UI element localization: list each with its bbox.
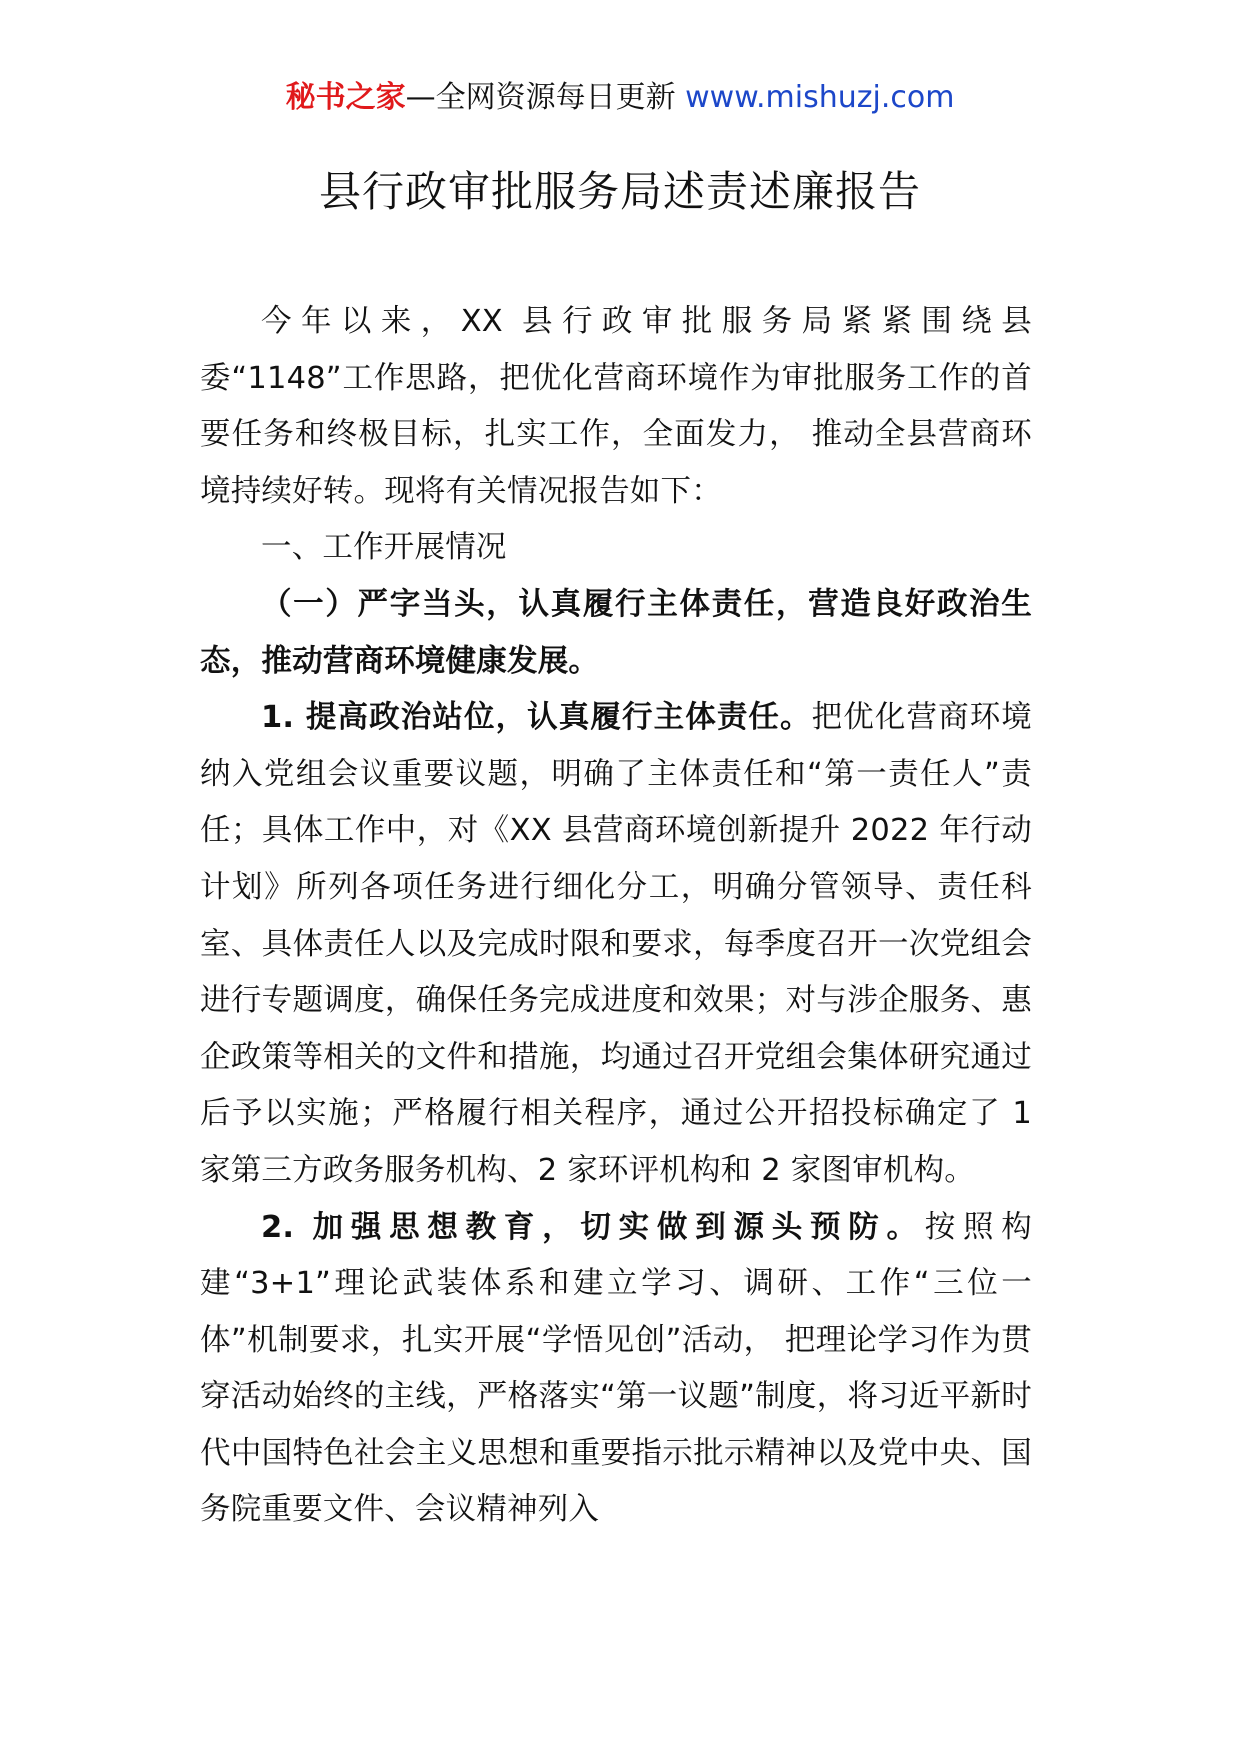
site-brand: 秘书之家: [285, 80, 406, 115]
item-2-text: 按照构建“3+1”理论武装体系和建立学习、调研、工作“三位一体”机制要求，扎实开展“学悟见创”活动， 把理论学习作为贯穿活动始终的主线，严格落实“第一议题”制度，将习近平新时代中国特色社会主义思想和重要指示批示精神以及党中央、国务院重要文件、会议精神列入: [200, 1209, 1032, 1528]
site-header-banner: [0, 76, 1240, 120]
item-2-paragraph: [200, 1200, 1032, 1540]
site-url-link[interactable]: www.mishuzj.com: [685, 80, 955, 115]
section-heading: 一、工作开展情况: [261, 530, 507, 566]
site-tagline: —全网资源每日更新: [405, 80, 676, 115]
item-1-paragraph: [200, 690, 1032, 1199]
item-2-lead: 2. 加强思想教育，切实做到源头预防。: [261, 1209, 925, 1245]
item-1-text: 把优化营商环境纳入党组会议重要议题，明确了主体责任和“第一责任人”责任；具体工作中，对《XX 县营商环境创新提升 2022 年行动计划》所列各项任务进行细化分工，明确分管领导、责任科室、具体责任人以及完成时限和要求，每季度召开一次党组会进行专题调度，确保任务完成进度和效果；对与涉企服务、惠企政策等相关的文件和措施，均通过召开党组会集体研究通过后予以实施；严格履行相关程序，通过公开招投标确定了 1 家第三方政务服务机构、2 家环评机构和 2 家图审机构。: [200, 700, 1032, 1188]
document-title: 县行政审批服务局述责述廉报告: [318, 167, 921, 216]
item-1-lead: 1. 提高政治站位，认真履行主体责任。: [261, 700, 812, 736]
subsection-heading: （一）严字当头，认真履行主体责任，营造良好政治生态，推动营商环境健康发展。: [200, 586, 1032, 679]
document-body: [200, 294, 1032, 1539]
intro-paragraph: 今年以来，XX 县行政审批服务局紧紧围绕县委“1148”工作思路，把优化营商环境作为审批服务工作的首要任务和终极目标，扎实工作，全面发力， 推动全县营商环境持续好转。现将有关情况报告如下：: [200, 304, 1032, 509]
